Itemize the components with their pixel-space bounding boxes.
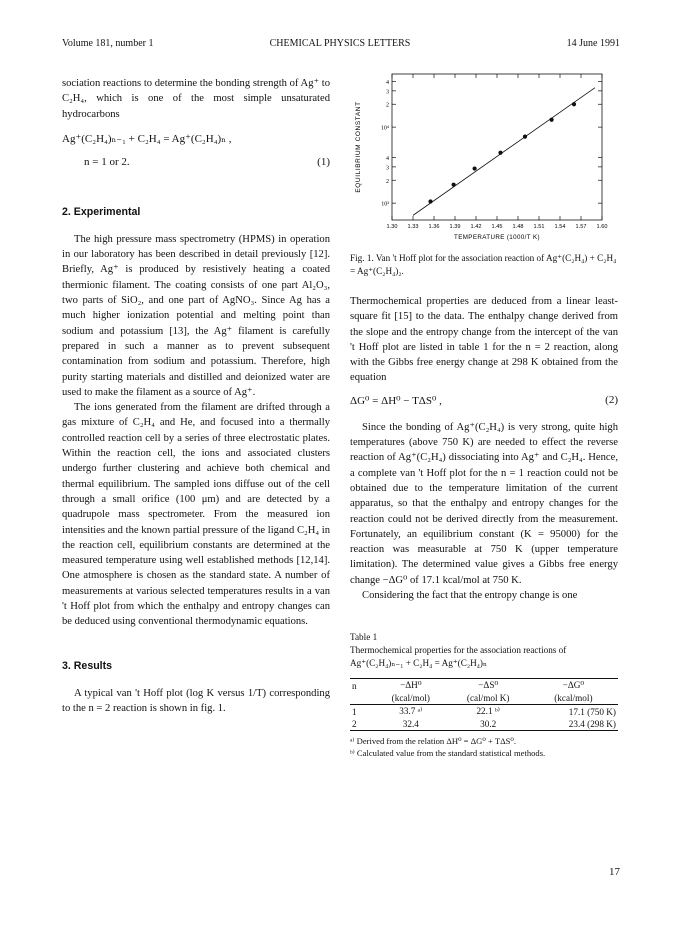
x-tick-label: 1.42	[470, 224, 482, 230]
plot-frame	[392, 74, 602, 220]
header-journal: CHEMICAL PHYSICS LETTERS	[269, 38, 411, 49]
cell: 23.4 (298 K)	[568, 719, 616, 730]
x-tick-label: 1.36	[428, 224, 440, 230]
section-2-paragraph-2: The ions generated from the filament are drifted through a gas mixture of C₂H₄ and He, and focused into a thermally controlled reaction cell by a series of three electrostatic plates. Within the reaction cell, the ions and associated clusters undergo further clustering and achieve both chemical and thermal equilibrium. The sampled ions diffuse out of the cell through a small orifice (100 μm) and are detected by a quadrupole mass spectrometer. From the measured ion intensities and the known partial pressure of the ligand C₂H₄ in the reaction cell, equilibrium constants are determined at the measured temperature using well established methods [12,14]. One atmosphere is chosen as the standard state. A number of measurements at various selected temperatures results in a van 't Hoff plot from which the enthalpy and entropy changes can be deduced using conventional thermodynamic equations.	[62, 402, 330, 628]
y-tick-label: 4	[386, 79, 389, 86]
equation-1-condition: n = 1 or 2.	[84, 155, 130, 168]
y-tick-label: 2	[386, 102, 389, 109]
section-2-paragraph-1: The high pressure mass spectrometry (HPMS) in operation in our laboratory has been described in detail previously [12]. Briefly, Ag⁺ is produced by resistively heating a coated thermionic filament. The coating consists of one part Al₂O₃, two parts of SiO₂, and one part of AgNO₃. Since Ag has a much higher ionization potential and melting point than sodium and potassium [13], the Ag⁺ filament is carefully prepared in such a manner as to prevent subsequent contamination from sodium and potassium. Therefore, high purity starting materials and distilled and deionized water are used to make the filament as a source of Ag⁺.	[62, 233, 330, 398]
x-tick-label: 1.60	[596, 224, 608, 230]
table-label: Table 1	[350, 632, 378, 643]
cell: 30.2	[480, 719, 497, 730]
intro-text: sociation reactions to determine the bonding strength of Ag⁺ to C₂H₄, which is one of the most simple unsaturated hydrocarbons	[62, 78, 330, 120]
figure-caption: Fig. 1. Van 't Hoff plot for the association reaction of Ag⁺(C₂H₄) + C₂H₄ = Ag⁺(C₂H₄)₂.	[350, 253, 617, 276]
table-row	[350, 718, 618, 731]
right-paragraph-1: Thermochemical properties are deduced from a linear least-square fit [15] to the data. The enthalpy change derived from the slope and the entropy change from the intercept of the van 't Hoff plot are listed in table 1 for the n = 2 reaction, along with the Gibbs free energy change at 298 K obtained from the equation	[350, 296, 618, 384]
section-2-heading: 2. Experimental	[62, 205, 141, 218]
right-column-top	[350, 252, 618, 759]
left-column	[62, 76, 330, 716]
x-tick-label: 1.54	[554, 224, 566, 230]
table-caption: Thermochemical properties for the association reactions of Ag⁺(C₂H₄)ₙ₋₁ + C₂H₄ = Ag⁺(C₂H₄)ₙ	[350, 645, 567, 669]
y-axis-label: EQUILIBRIUM CONSTANT	[355, 101, 362, 193]
header-volume: Volume 181, number 1	[62, 38, 154, 49]
x-axis-label: TEMPERATURE (1000/T K)	[454, 234, 540, 241]
equation-1-number: (1)	[317, 155, 330, 168]
unit-ds: (cal/mol K)	[466, 693, 510, 704]
equation-1-line-1: Ag⁺(C₂H₄)ₙ₋₁ + C₂H₄ = Ag⁺(C₂H₄)ₙ ,	[62, 132, 232, 145]
fit-line	[413, 88, 595, 216]
x-tick-label: 1.30	[386, 224, 398, 230]
cell: 32.4	[402, 719, 419, 730]
equation-2-text: ΔG⁰ = ΔH⁰ − TΔS⁰ ,	[350, 394, 442, 407]
cell: 2	[352, 719, 357, 730]
unit-dg: (kcal/mol)	[554, 693, 593, 704]
equation-1-line-2	[62, 156, 330, 172]
section-3-heading: 3. Results	[62, 659, 113, 672]
right-paragraph-2: Since the bonding of Ag⁺(C₂H₄) is very strong, quite high temperatures (above 750 K) are needed to effect the reverse reaction of Ag⁺(C₂H₄) dissociating into Ag⁺ and C₂H₄. Hence, a complete van 't Hoff plot for the n = 1 reaction could not be obtained due to the temperature limitation of the current apparatus, so that the enthalpy and entropy changes for the reaction could not be derived directly from the measurement. Fortunately, an equilibrium constant (K = 95000) for the reaction was measurable at 750 K (upper temperature limitation). The determined value gives a Gibbs free energy change −ΔG⁰ of 17.1 kcal/mol at 750 K.	[350, 421, 618, 586]
table-row	[350, 705, 618, 719]
x-tick-label: 1.57	[575, 224, 587, 230]
section-3-paragraph-1: A typical van 't Hoff plot (log K versus 1/T) corresponding to the n = 2 reaction is shown in fig. 1.	[62, 687, 330, 714]
right-paragraph-3: Considering the fact that the entropy change is one	[362, 590, 578, 602]
x-tick-label: 1.48	[512, 224, 524, 230]
cell: 1	[352, 706, 357, 717]
x-tick-label: 1.51	[533, 224, 545, 230]
unit-n	[350, 692, 374, 705]
cell: 33.7 ᵃ⁾	[399, 706, 423, 717]
data-point	[473, 166, 477, 170]
y-tick-label: 10³	[381, 201, 389, 208]
y-tick-label: 3	[386, 89, 389, 96]
y-tick-label: 4	[386, 155, 389, 162]
y-tick-label: 2	[386, 178, 389, 185]
figure-1	[350, 70, 618, 242]
cell: 22.1 ᵇ⁾	[476, 706, 500, 717]
x-tick-label: 1.33	[407, 224, 419, 230]
van-t-hoff-plot	[350, 70, 618, 242]
table-footnote-b: ᵇ⁾ Calculated value from the standard statistical methods.	[350, 748, 546, 759]
table-footnote-a: ᵃ⁾ Derived from the relation ΔH⁰ = ΔG⁰ + TΔS⁰.	[350, 736, 516, 747]
y-tick-label: 3	[386, 165, 389, 172]
equation-2	[350, 394, 618, 410]
y-tick-label: 10⁴	[380, 125, 389, 132]
x-tick-label: 1.45	[491, 224, 503, 230]
header-date: 14 June 1991	[566, 38, 620, 49]
x-tick-label: 1.39	[449, 224, 461, 230]
table-1	[350, 678, 618, 731]
unit-dh: (kcal/mol)	[391, 693, 430, 704]
cell: 17.1 (750 K)	[568, 706, 616, 717]
equation-2-number: (2)	[605, 393, 618, 406]
th-dg: −ΔG⁰	[562, 680, 585, 691]
th-ds: −ΔS⁰	[478, 680, 499, 691]
th-n: n	[352, 680, 357, 691]
th-dh: −ΔH⁰	[400, 680, 422, 691]
page-number: 17	[609, 866, 620, 878]
